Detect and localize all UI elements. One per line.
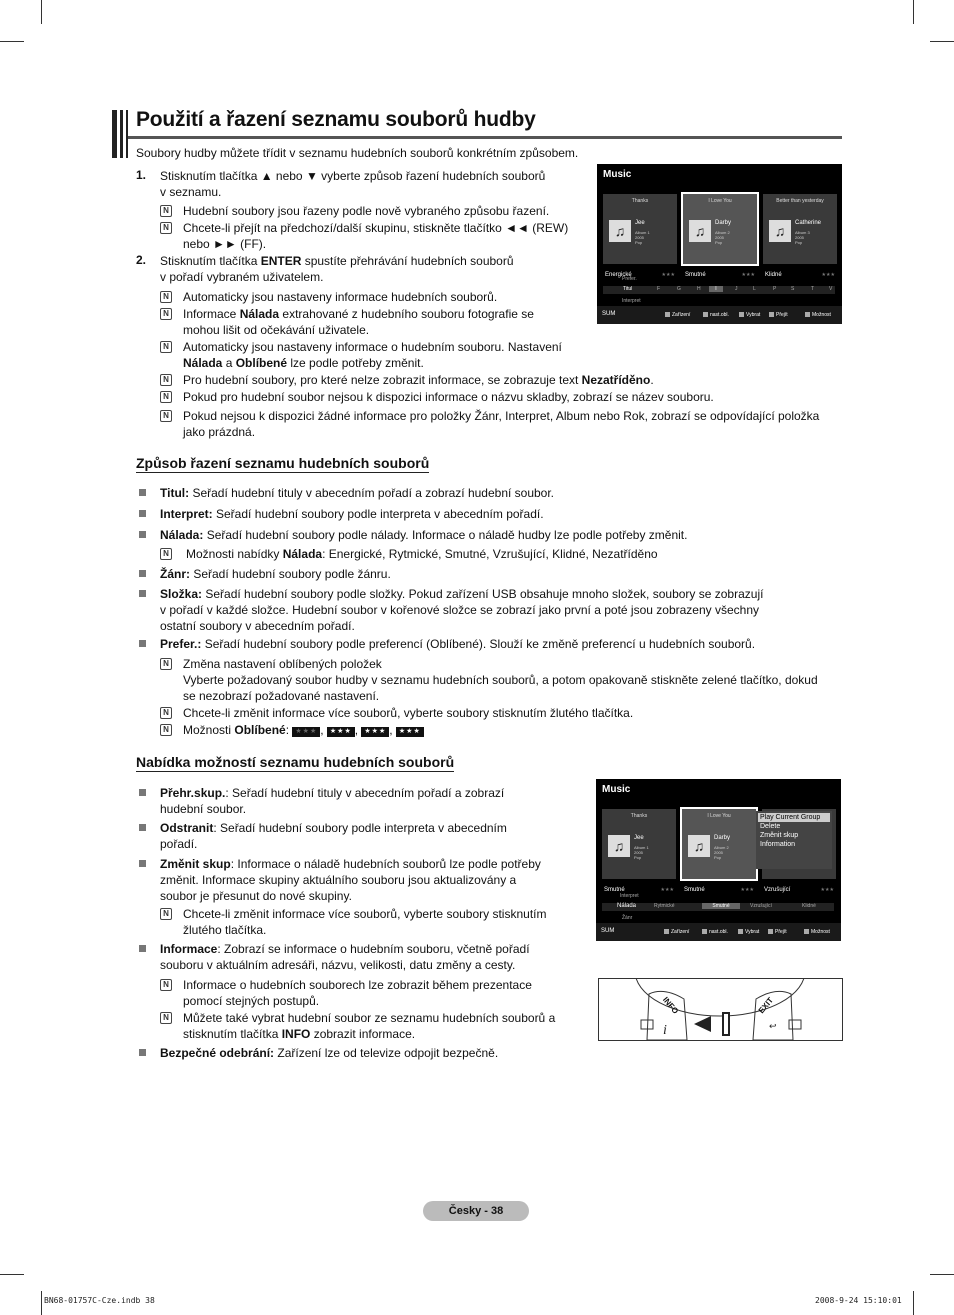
crop-mark (41, 0, 42, 24)
screen-title: Music (603, 169, 632, 180)
note-icon: N (160, 205, 172, 217)
crop-mark (930, 41, 954, 42)
music-note-icon: ♫ (688, 835, 710, 857)
music-card: Thanks ♫ Jee Album 1 2005 Pop Energické ★★★ (603, 194, 677, 264)
imprint-right: 2008-9-24 15:10:01 (815, 1296, 902, 1305)
crop-mark (41, 1291, 42, 1315)
bullet (139, 570, 146, 577)
bullet-text: Informace: Zobrazí se informace o hudebním souboru, včetně pořadí souboru v aktuálním adresáři, názvu, velikosti, datu změny a cesty. (160, 942, 530, 972)
bullet (139, 824, 146, 831)
bullet-text: Přehr.skup.: Seřadí hudební tituly v abecedním pořadí a zobrazí hudební soubor. (160, 786, 505, 816)
option-change-group[interactable]: Změnit skup (760, 832, 799, 839)
stars-2: ★★★ (361, 727, 389, 737)
bullet-text: Bezpečné odebrání: Zařízení lze od televize odpojit bezpečně. (160, 1046, 499, 1060)
note-text: Možnosti nabídky Nálada: Energické, Rytmické, Smutné, Vzrušující, Klidné, Nezatříděno (186, 547, 658, 561)
exit-button-label: EXIT (756, 995, 776, 1016)
bullet (139, 860, 146, 867)
note-icon: N (160, 291, 172, 303)
music-options-screenshot (596, 779, 841, 941)
note-text: Hudební soubory jsou řazeny podle nově vybraného způsobu řazení. (183, 204, 550, 218)
sort-bar: Titul F G H I J L P S T V (603, 286, 835, 294)
note-text: Informace o hudebních souborech lze zobrazit během prezentace pomocí stejných postupů. (183, 978, 532, 1008)
bullet (139, 489, 146, 496)
note-icon: N (160, 724, 172, 736)
bullet (139, 590, 146, 597)
page-title: Použití a řazení seznamu souborů hudby (136, 108, 536, 131)
screen-title: Music (602, 784, 631, 795)
step1-text: Stisknutím tlačítka ▲ nebo ▼ vyberte způsob řazení hudebních souborů v seznamu. (160, 169, 546, 199)
step-number: 1. (136, 168, 147, 182)
music-card: Vzrušující ★★★ (762, 809, 836, 879)
note-text: Pokud pro hudební soubor nejsou k dispozici informace o názvu skladby, zobrazí se název souboru. (183, 390, 714, 404)
note-icon: N (160, 979, 172, 991)
sort-option-next: Interpret (622, 298, 641, 304)
crop-mark (0, 41, 24, 42)
sort-bar: Nálada Rytmické Smutné Vzrušující Klidné (602, 903, 834, 911)
sort-option-prev: Interpret (620, 893, 639, 899)
note-icon: N (160, 658, 172, 670)
note-icon: N (160, 341, 172, 353)
option-play-current-group[interactable]: Play Current Group (758, 813, 830, 822)
bullet (139, 789, 146, 796)
bullet-text: Žánr: Seřadí hudební soubory podle žánru. (160, 567, 391, 581)
music-card-selected: I Love You ♫ Darby Album 2 2005 Pop Smutné ★★★ (683, 194, 757, 264)
note-text: Chcete-li změnit informace více souborů, vyberte soubory stisknutím žlutého tlačítka. (183, 706, 634, 720)
intro-text: Soubory hudby můžete třídit v seznamu hudebních souborů konkrétním způsobem. (136, 146, 579, 160)
music-card: Thanks ♫ Jee Album 1 2005 Pop Smutné ★★★ (602, 809, 676, 879)
bullet (139, 640, 146, 647)
note-icon: N (160, 707, 172, 719)
remote-illustration (598, 978, 843, 1041)
note-icon: N (160, 1012, 172, 1024)
music-note-icon: ♫ (608, 835, 630, 857)
music-card: Better than yesterday ♫ Catherine Album 3 2005 Pop Klidné ★★★ (763, 194, 837, 264)
title-rule (128, 136, 842, 139)
imprint-left: BN68-01757C-Cze.indb 38 (44, 1296, 155, 1305)
svg-text:↩: ↩ (769, 1021, 777, 1031)
note-icon: N (160, 222, 172, 234)
stars-1: ★★★ (327, 727, 355, 737)
crop-mark (930, 1274, 954, 1275)
info-button-label: INFO (660, 995, 681, 1016)
bullet (139, 510, 146, 517)
note-icon: N (160, 308, 172, 320)
crop-mark (913, 1291, 914, 1315)
sort-option-prev: Prefer. (622, 276, 637, 282)
bullet-text: Titul: Seřadí hudební tituly v abecedním pořadí a zobrazí hudební soubor. (160, 486, 555, 500)
note-text: Můžete také vybrat hudební soubor ze seznamu hudebních souborů a stisknutím tlačítka INFO zobrazit informace. (183, 1011, 556, 1041)
section-heading: Způsob řazení seznamu hudebních souborů (136, 455, 430, 471)
crop-mark (0, 1274, 24, 1275)
step2-text: Stisknutím tlačítka ENTER spustíte přehrávání hudebních souborů v pořadí vybraném uživatelem. (160, 254, 514, 284)
note-icon: N (160, 374, 172, 386)
note-text: Chcete-li změnit informace více souborů, vyberte soubory stisknutím žlutého tlačítka. (183, 907, 547, 937)
note-icon: N (160, 410, 172, 422)
crop-mark (913, 0, 914, 24)
music-note-icon: ♫ (769, 220, 791, 242)
stars-3: ★★★ (396, 727, 424, 737)
bullet-text: Interpret: Seřadí hudební soubory podle interpreta v abecedním pořadí. (160, 507, 544, 521)
step-number: 2. (136, 253, 147, 267)
bullet-text: Složka: Seřadí hudební soubory podle složky. Pokud zařízení USB obsahuje mnoho složek, soubory se zobrazují v pořadí v každé složce. Hudební soubor v kořenové složce se zobrazí jako první a poté jsou zobrazeny všechny ostatní soubory v abecedním pořadí. (160, 587, 764, 633)
bullet-text: Nálada: Seřadí hudební soubory podle nálady. Informace o náladě hudby lze podle potřeby změnit. (160, 528, 688, 542)
bullet (139, 531, 146, 538)
music-card-selected: I Love You ♫ Darby Album 2 2005 Pop Smutné ★★★ (682, 809, 756, 879)
sort-option-next: Žánr (622, 915, 633, 921)
note-text: Informace Nálada extrahované z hudebního souboru fotografie se mohou lišit od očekávání uživatele. (183, 307, 534, 337)
note-icon: N (160, 391, 172, 403)
note-text: Chcete-li přejít na předchozí/další skupinu, stiskněte tlačítko ◄◄ (REW) nebo ►► (FF). (183, 221, 569, 251)
note-text: Automaticky jsou nastaveny informace hudebních souborů. (183, 290, 498, 304)
note-text: Změna nastavení oblíbených položek Vyberte požadovaný soubor hudby v seznamu hudebních souborů, a potom opakovaně stiskněte zelené tlačítko, dokud se nezobrazí požadované nastavení. (183, 657, 818, 703)
note-icon: N (160, 548, 172, 560)
remote-drawing (599, 979, 842, 1040)
bullet-text: Odstranit: Seřadí hudební soubory podle interpreta v abecedním pořadí. (160, 821, 507, 851)
section-heading: Nabídka možností seznamu hudebních souborů (136, 754, 455, 770)
stars-0: ★★★ (292, 727, 320, 737)
screen-footer: SUM Zařízení nast.obl. Vybrat Přejít Možnost (596, 923, 841, 941)
page-number: Česky - 38 (423, 1201, 529, 1221)
option-information[interactable]: Information (760, 841, 796, 848)
music-note-icon: ♫ (609, 220, 631, 242)
bullet-text: Prefer.: Seřadí hudební soubory podle preferencí (Oblíbené). Slouží ke změně preferencí u hudebních souborů. (160, 637, 756, 651)
svg-text:i: i (663, 1023, 667, 1038)
option-delete[interactable]: Delete (760, 823, 781, 830)
screen-footer: SUM Zařízení nast.obl. Vybrat Přejít Možnost (597, 306, 842, 324)
bullet (139, 945, 146, 952)
note-text: Pokud nejsou k dispozici žádné informace pro položky Žánr, Interpret, Album nebo Rok, zobrazí se odpovídající položka jako prázdná. (183, 409, 820, 439)
bullet-text: Změnit skup: Informace o náladě hudebních souborů lze podle potřeby změnit. Informace skupiny aktuálního souboru jsou aktualizovány a soubor je přesunut do nové skupiny. (160, 857, 541, 903)
bullet (139, 1049, 146, 1056)
note-text: Automaticky jsou nastaveny informace o hudebním souboru. Nastavení Nálada a Oblíbené lze podle potřeby změnit. (183, 340, 562, 370)
note-text: Možnosti Oblíbené: ★★★ , ★★★ , ★★★ , ★★★ (183, 722, 424, 738)
note-text: Pro hudební soubory, pro které nelze zobrazit informace, se zobrazuje text Nezatříděno. (183, 373, 654, 387)
note-icon: N (160, 908, 172, 920)
music-list-screenshot (597, 164, 842, 324)
options-popup (756, 811, 832, 869)
music-note-icon: ♫ (689, 220, 711, 242)
